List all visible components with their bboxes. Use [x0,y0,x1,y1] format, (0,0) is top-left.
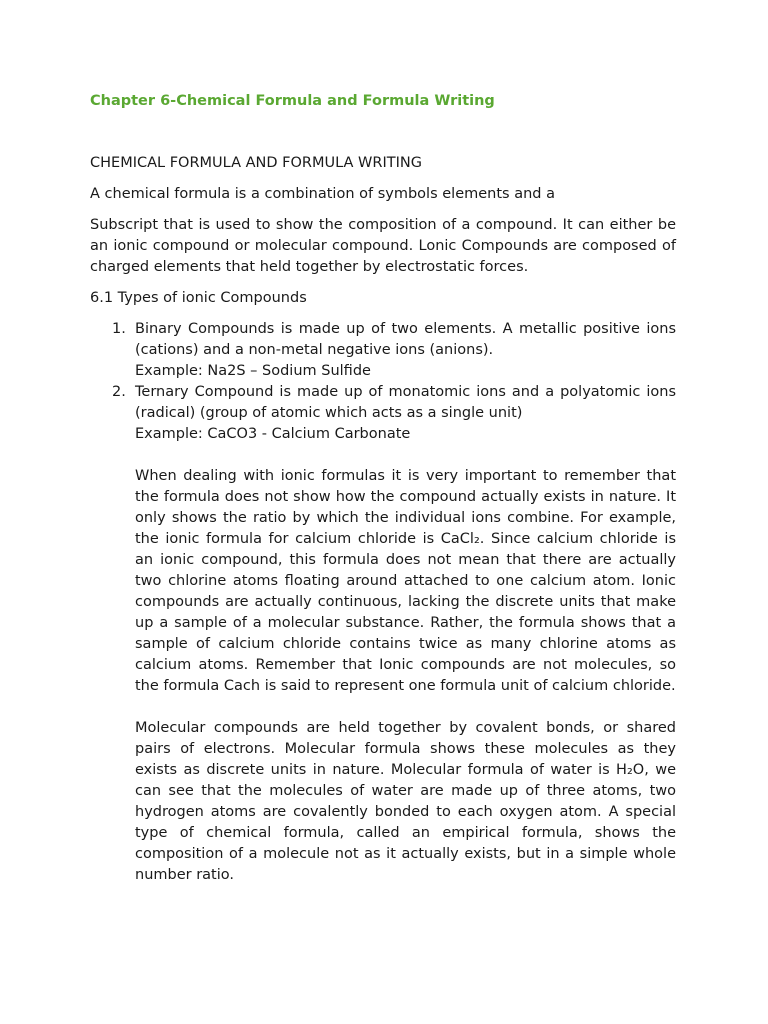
types-heading: 6.1 Types of ionic Compounds [90,290,307,306]
list-item-number: 2. [112,384,126,400]
types-list [90,319,676,445]
list-item [90,319,676,382]
explanation-block [90,445,676,886]
list-item-text: Ternary Compound is made up of monatomic ions and a polyatomic ions (radical) (group of atomic which acts as a single unit) [135,384,676,421]
list-item [90,382,676,445]
molecular-formula-paragraph: Molecular compounds are held together by covalent bonds, or shared pairs of electrons. Molecular formula shows these molecules as they exists as discrete units in nature. Molecular formula of water is H₂O, we can see that the molecules of water are made up of three atoms, two hydrogen atoms are covalently bonded to each oxygen atom. A special type of chemical formula, called an empirical formula, shows the composition of a molecule not as it actually exists, but in a simple whole number ratio. [135,720,676,883]
document-page [90,90,676,886]
ionic-formula-paragraph: When dealing with ionic formulas it is very important to remember that the formula does not show how the compound actually exists in nature. It only shows the ratio by which the individual ions combine. For example, the ionic formula for calcium chloride is CaCl₂. Since calcium chloride is an ionic compound, this formula does not mean that there are actually two chlorine atoms floating around attached to one calcium atom. Ionic compounds are actually continuous, lacking the discrete units that make up a sample of a molecular substance. Rather, the formula shows that a sample of calcium chloride contains twice as many chlorine atoms as calcium atoms. Remember that Ionic compounds are not molecules, so the formula Cach is said to represent one formula unit of calcium chloride. [135,468,676,694]
intro-paragraph-2: Subscript that is used to show the composition of a compound. It can either be an ionic compound or molecular compound. Lonic Compounds are composed of charged elements that held together by electrostatic forces. [90,217,676,275]
list-item-example: Example: CaCO3 - Calcium Carbonate [135,426,411,442]
intro-paragraph-1: A chemical formula is a combination of symbols elements and a [90,186,555,202]
list-item-example: Example: Na2S – Sodium Sulfide [135,363,371,379]
list-item-number: 1. [112,321,126,337]
chapter-title: Chapter 6-Chemical Formula and Formula Writing [90,93,495,109]
list-item-text: Binary Compounds is made up of two elements. A metallic positive ions (cations) and a non-metal negative ions (anions). [135,321,676,358]
section-heading: CHEMICAL FORMULA AND FORMULA WRITING [90,155,422,171]
